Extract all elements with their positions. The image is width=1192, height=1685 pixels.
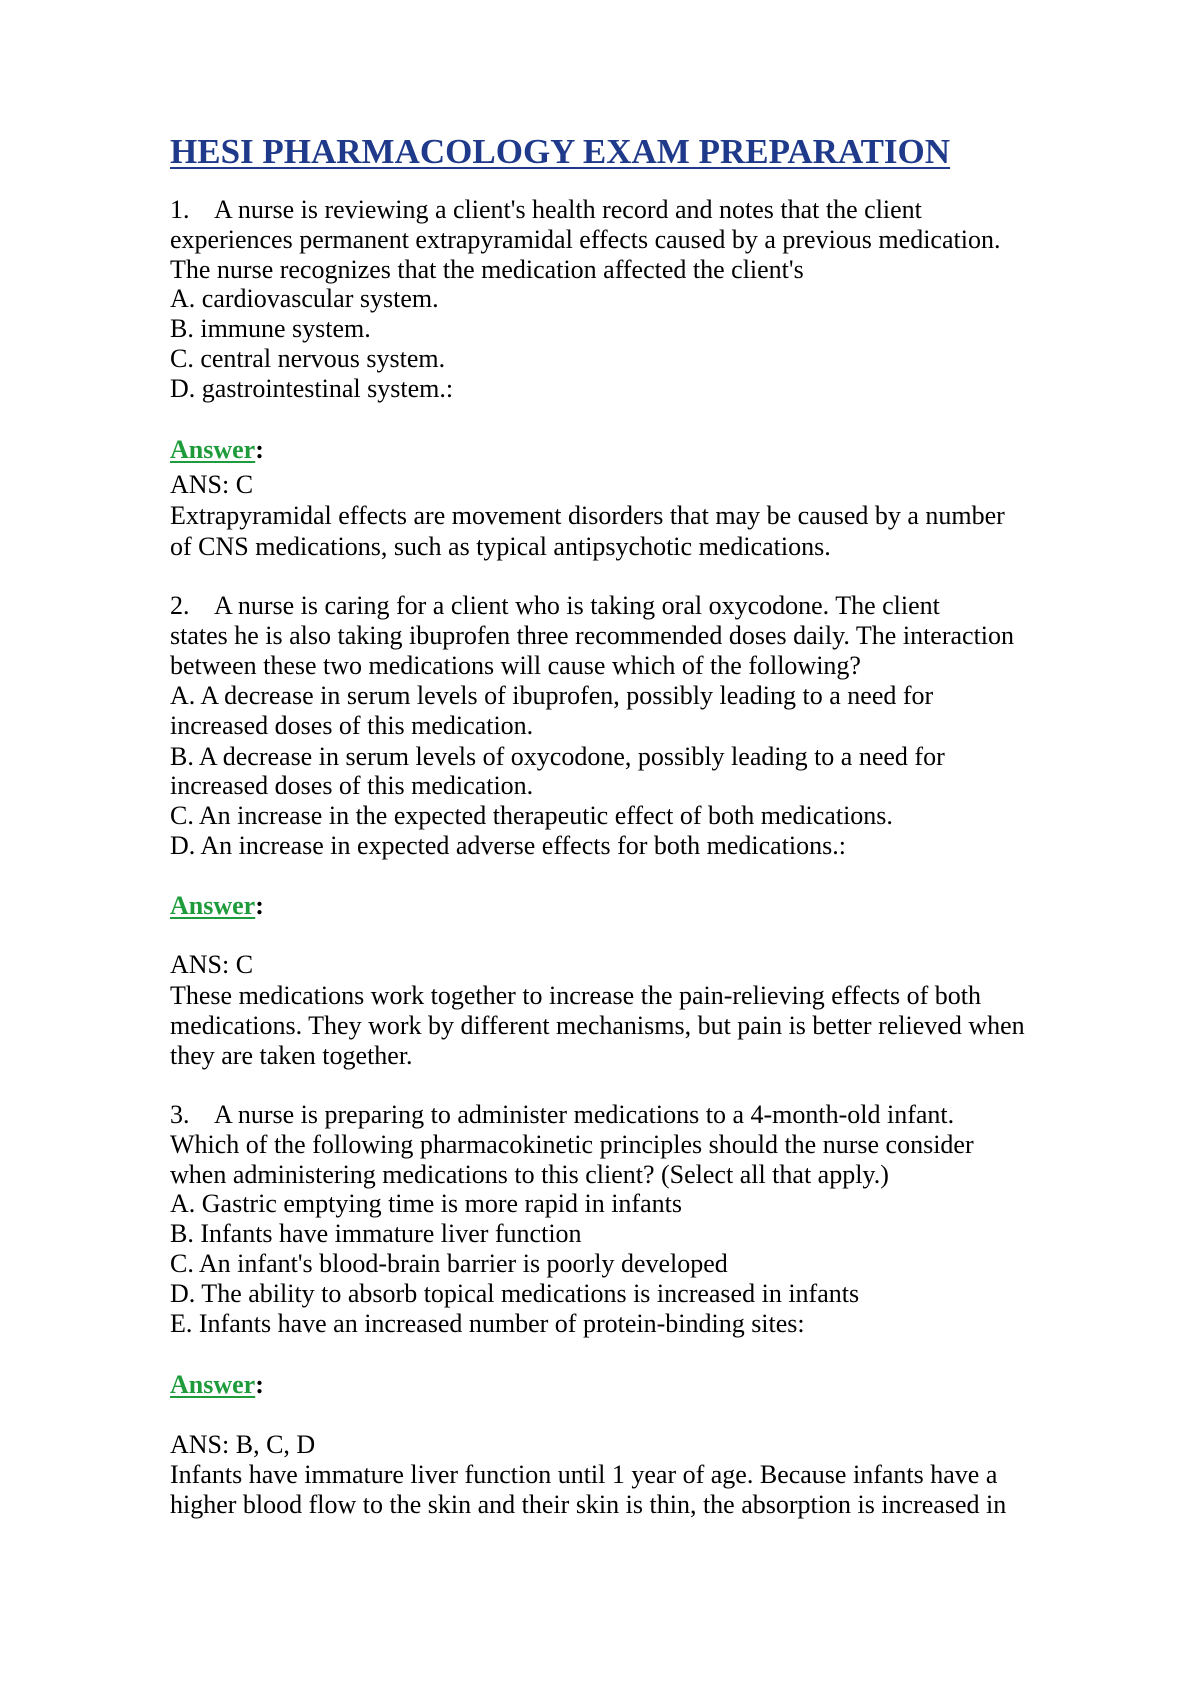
answer-colon: : [255, 891, 264, 920]
question-1-rationale-line: Extrapyramidal effects are movement disorders that may be caused by a number [170, 501, 1005, 530]
question-2-rationale-line: medications. They work by different mechanisms, but pain is better relieved when [170, 1011, 1025, 1040]
answer-colon: : [255, 435, 264, 464]
question-3-ans: ANS: B, C, D [170, 1430, 316, 1459]
document-title: HESI PHARMACOLOGY EXAM PREPARATION [170, 132, 951, 171]
question-2-stem-text: A nurse is caring for a client who is taking oral oxycodone. The client [214, 591, 940, 620]
question-1-option: C. central nervous system. [170, 344, 446, 373]
question-1-rationale-line: of CNS medications, such as typical antipsychotic medications. [170, 532, 831, 561]
question-2-option: B. A decrease in serum levels of oxycodone, possibly leading to a need for [170, 742, 945, 771]
question-3-stem-line: when administering medications to this client? (Select all that apply.) [170, 1160, 889, 1189]
question-1-option: D. gastrointestinal system.: [170, 374, 454, 403]
answer-label: Answer [170, 891, 256, 920]
answer-colon: : [255, 1370, 264, 1399]
question-3-stem-line [170, 1099, 954, 1131]
question-3-option: A. Gastric emptying time is more rapid in infants [170, 1189, 682, 1218]
question-2-stem-line: states he is also taking ibuprofen three recommended doses daily. The interaction [170, 621, 1015, 650]
question-2-rationale-line: they are taken together. [170, 1041, 413, 1070]
question-2-option: increased doses of this medication. [170, 771, 534, 800]
question-1-stem-line: The nurse recognizes that the medication affected the client's [170, 255, 804, 284]
question-2-stem-line [170, 590, 940, 622]
question-1-ans: ANS: C [170, 470, 254, 499]
question-2-option: increased doses of this medication. [170, 711, 534, 740]
question-2-answer-heading [170, 890, 264, 922]
question-3-rationale-line: Infants have immature liver function until 1 year of age. Because infants have a [170, 1460, 998, 1489]
question-1-number: 1. [170, 195, 190, 224]
answer-label: Answer [170, 435, 256, 464]
question-1-stem-line [170, 194, 922, 226]
question-1-option: B. immune system. [170, 314, 371, 343]
question-3-stem-text: A nurse is preparing to administer medications to a 4-month-old infant. [214, 1100, 955, 1129]
question-3-option: E. Infants have an increased number of protein-binding sites: [170, 1309, 805, 1338]
question-1-answer-heading [170, 434, 264, 466]
question-1-option: A. cardiovascular system. [170, 284, 439, 313]
question-3-number: 3. [170, 1100, 190, 1129]
question-2-stem-line: between these two medications will cause which of the following? [170, 651, 861, 680]
question-2-ans: ANS: C [170, 950, 254, 979]
question-1-stem-text: A nurse is reviewing a client's health record and notes that the client [214, 195, 922, 224]
question-3-option: D. The ability to absorb topical medications is increased in infants [170, 1279, 860, 1308]
question-2-number: 2. [170, 591, 190, 620]
question-3-option: C. An infant's blood-brain barrier is poorly developed [170, 1249, 728, 1278]
question-3-answer-heading [170, 1369, 264, 1401]
question-2-option: A. A decrease in serum levels of ibuprofen, possibly leading to a need for [170, 681, 934, 710]
question-2-option: C. An increase in the expected therapeutic effect of both medications. [170, 801, 893, 830]
question-2-option: D. An increase in expected adverse effects for both medications.: [170, 831, 846, 860]
question-1-stem-line: experiences permanent extrapyramidal effects caused by a previous medication. [170, 225, 1001, 254]
question-2-rationale-line: These medications work together to increase the pain-relieving effects of both [170, 981, 982, 1010]
answer-label: Answer [170, 1370, 256, 1399]
question-3-rationale-line: higher blood flow to the skin and their skin is thin, the absorption is increased in [170, 1490, 1007, 1519]
question-3-option: B. Infants have immature liver function [170, 1219, 582, 1248]
question-3-stem-line: Which of the following pharmacokinetic principles should the nurse consider [170, 1130, 974, 1159]
